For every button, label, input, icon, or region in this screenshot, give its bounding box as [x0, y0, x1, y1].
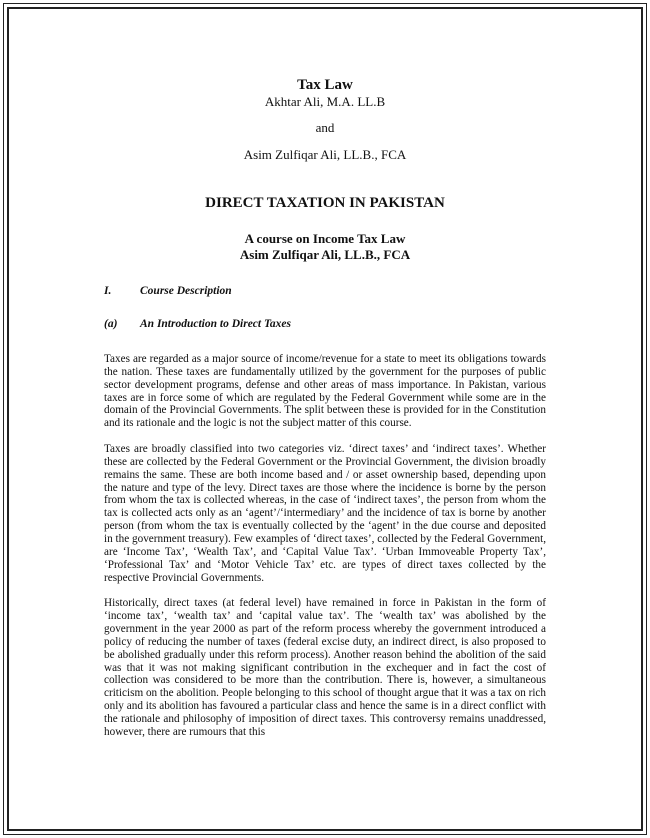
paragraph-1: Taxes are regarded as a major source of income/revenue for a state to meet its obligations towards the nation. These taxes are fundamentally utilized by the government for the purposes of public sector development programs, defense and other areas of mass importance. In Pakistan, various taxes are in force some of which are regulated by the Federal Government while some are in the domain of the Provincial Governments. The split between these is provided for in the Constitution and its rationale and the logic is not the subject matter of this course. — [104, 353, 546, 430]
paragraph-3: Historically, direct taxes (at federal level) have remained in force in Pakistan in the form of ‘income tax’, ‘wealth tax’ and ‘capital value tax’. The ‘wealth tax’ was abolished by the government in the year 2000 as part of the reform process whereby the government introduced a policy of reducing the number of taxes (federal excise duty, an indirect direct, is also proposed to be abolished gradually under this reform process). Another reason behind the abolition of the said was that it was not making significant contribution in the exchequer and in fact the cost of collection was considered to be more than the contribution. There is, however, a simultaneous criticism on the abolition. People belonging to this school of thought argue that it was a tax on rich only and its abolition has favoured a particular class and hence the same is in a direct conflict with the rationale and philosophy of imposition of direct taxes. This controversy remains unaddressed, however, there are rumours that this — [104, 597, 546, 738]
author-conjunction: and — [315, 120, 335, 135]
subsection-title: An Introduction to Direct Taxes — [140, 318, 292, 330]
section-title: Course Description — [140, 285, 232, 297]
author-line-2: Asim Zulfiqar Ali, LL.B., FCA — [243, 147, 407, 162]
paragraph-2: Taxes are broadly classified into two categories viz. ‘direct taxes’ and ‘indirect taxes’. Whether these are collected by the Federal Government or the Provincial Government, the division broadly remains the same. These are both income based and / or asset ownership based, depending upon the nature and type of the levy. Direct taxes are those where the incidence is borne by the person from whom the tax is collected whereas, in the case of ‘indirect taxes’, the person from whom the tax is collected acts only as an ‘agent’/‘intermediary’ and the incidence of tax is borne by another person (from whom the tax is eventually collected by the ‘agent’ in the due course and deposited in the government treasury). Few examples of ‘direct taxes’, collected by the Federal Government, are ‘Income Tax’, ‘Wealth Tax’, and ‘Capital Value Tax’. ‘Urban Immoveable Property Tax’, ‘Professional Tax’ and ‘Motor Vehicle Tax’ etc. are types of direct taxes collected by the respective Provincial Governments. — [104, 443, 546, 584]
subsection-number: (a) — [104, 318, 118, 330]
page-content — [104, 76, 546, 739]
course-title: A course on Income Tax Law — [244, 231, 406, 246]
document-title: Tax Law — [297, 77, 353, 93]
section-number: I. — [104, 285, 112, 297]
course-author: Asim Zulfiqar Ali, LL.B., FCA — [239, 247, 411, 262]
author-line-1: Akhtar Ali, M.A. LL.B — [264, 94, 386, 109]
main-title: DIRECT TAXATION IN PAKISTAN — [205, 195, 445, 211]
section-heading — [104, 284, 546, 298]
subsection-heading — [104, 317, 546, 331]
